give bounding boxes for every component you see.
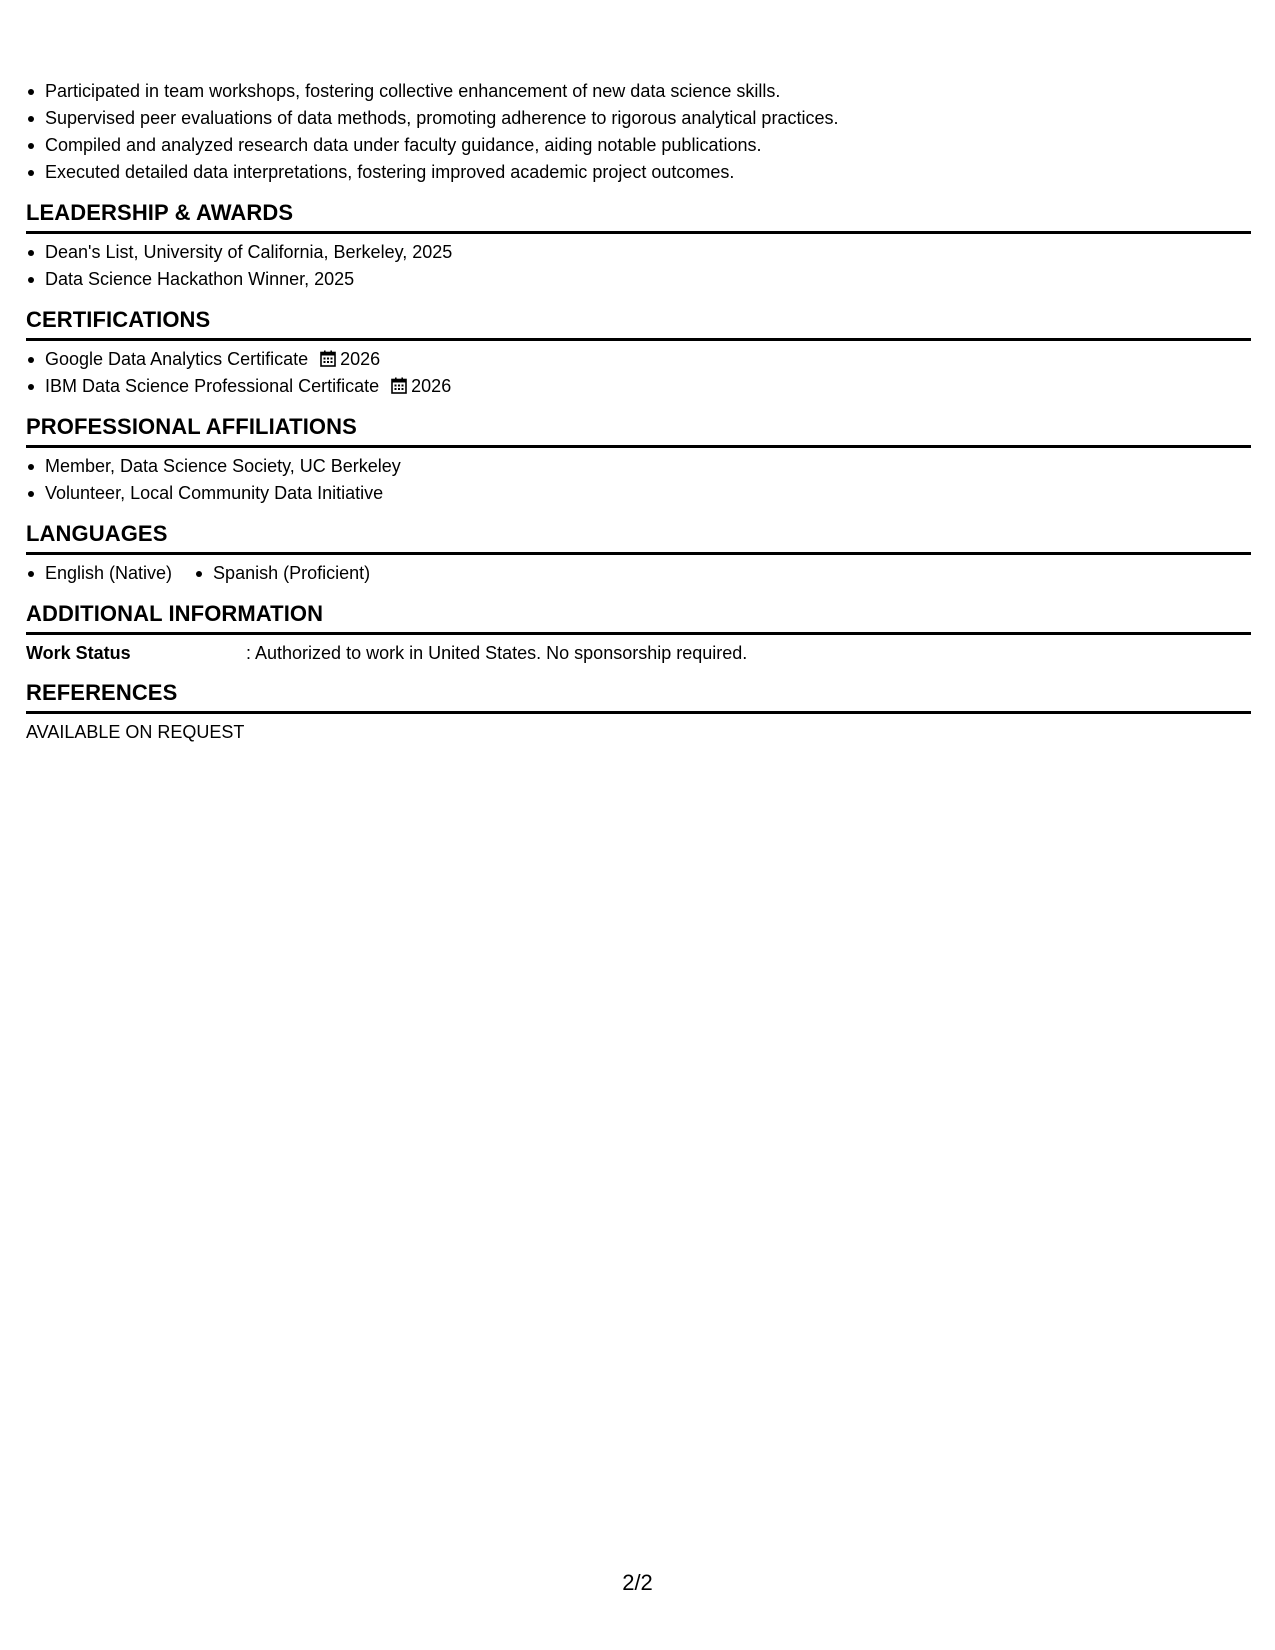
- calendar-icon: [320, 350, 336, 367]
- leadership-list: [26, 239, 1251, 293]
- calendar-icon: [391, 377, 407, 394]
- references-section: [26, 678, 1251, 745]
- certification-item: [26, 346, 1251, 373]
- certification-year: 2026: [340, 349, 381, 369]
- certification-item: [26, 373, 1251, 400]
- experience-bullet: Supervised peer evaluations of data methods, promoting adherence to rigorous analytical practices.: [26, 105, 1251, 132]
- certifications-list: [26, 346, 1251, 400]
- leadership-item: Data Science Hackathon Winner, 2025: [26, 266, 1251, 293]
- work-status-value: : Authorized to work in United States. No sponsorship required.: [246, 643, 748, 663]
- experience-bullet: Participated in team workshops, fostering collective enhancement of new data science skills.: [26, 78, 1251, 105]
- leadership-heading: LEADERSHIP & AWARDS: [26, 198, 1251, 234]
- certification-name: Google Data Analytics Certificate: [45, 349, 309, 369]
- experience-bullet: Executed detailed data interpretations, fostering improved academic project outcomes.: [26, 159, 1251, 186]
- languages-list: [26, 560, 1251, 587]
- languages-section: [26, 519, 1251, 587]
- language-item: English (Native): [26, 560, 172, 587]
- language-item: Spanish (Proficient): [194, 560, 370, 587]
- work-status-row: [26, 640, 1251, 666]
- certification-name: IBM Data Science Professional Certificate: [45, 376, 380, 396]
- page-number: 2/2: [622, 1570, 653, 1595]
- certifications-heading: CERTIFICATIONS: [26, 305, 1251, 341]
- experience-bullet-list: [26, 78, 1251, 186]
- affiliation-item: Volunteer, Local Community Data Initiative: [26, 480, 1251, 507]
- affiliations-list: [26, 453, 1251, 507]
- affiliation-item: Member, Data Science Society, UC Berkeley: [26, 453, 1251, 480]
- certifications-section: [26, 305, 1251, 400]
- affiliations-heading: PROFESSIONAL AFFILIATIONS: [26, 412, 1251, 448]
- leadership-item: Dean's List, University of California, Berkeley, 2025: [26, 239, 1251, 266]
- additional-info-heading: ADDITIONAL INFORMATION: [26, 599, 1251, 635]
- certification-year: 2026: [411, 376, 452, 396]
- affiliations-section: [26, 412, 1251, 507]
- experience-bullet: Compiled and analyzed research data under faculty guidance, aiding notable publications.: [26, 132, 1251, 159]
- references-text: AVAILABLE ON REQUEST: [26, 722, 245, 742]
- languages-heading: LANGUAGES: [26, 519, 1251, 555]
- work-status-label: Work Status: [26, 643, 131, 663]
- leadership-section: [26, 198, 1251, 293]
- references-heading: REFERENCES: [26, 678, 1251, 714]
- additional-info-section: [26, 599, 1251, 666]
- resume-content: [26, 78, 1251, 745]
